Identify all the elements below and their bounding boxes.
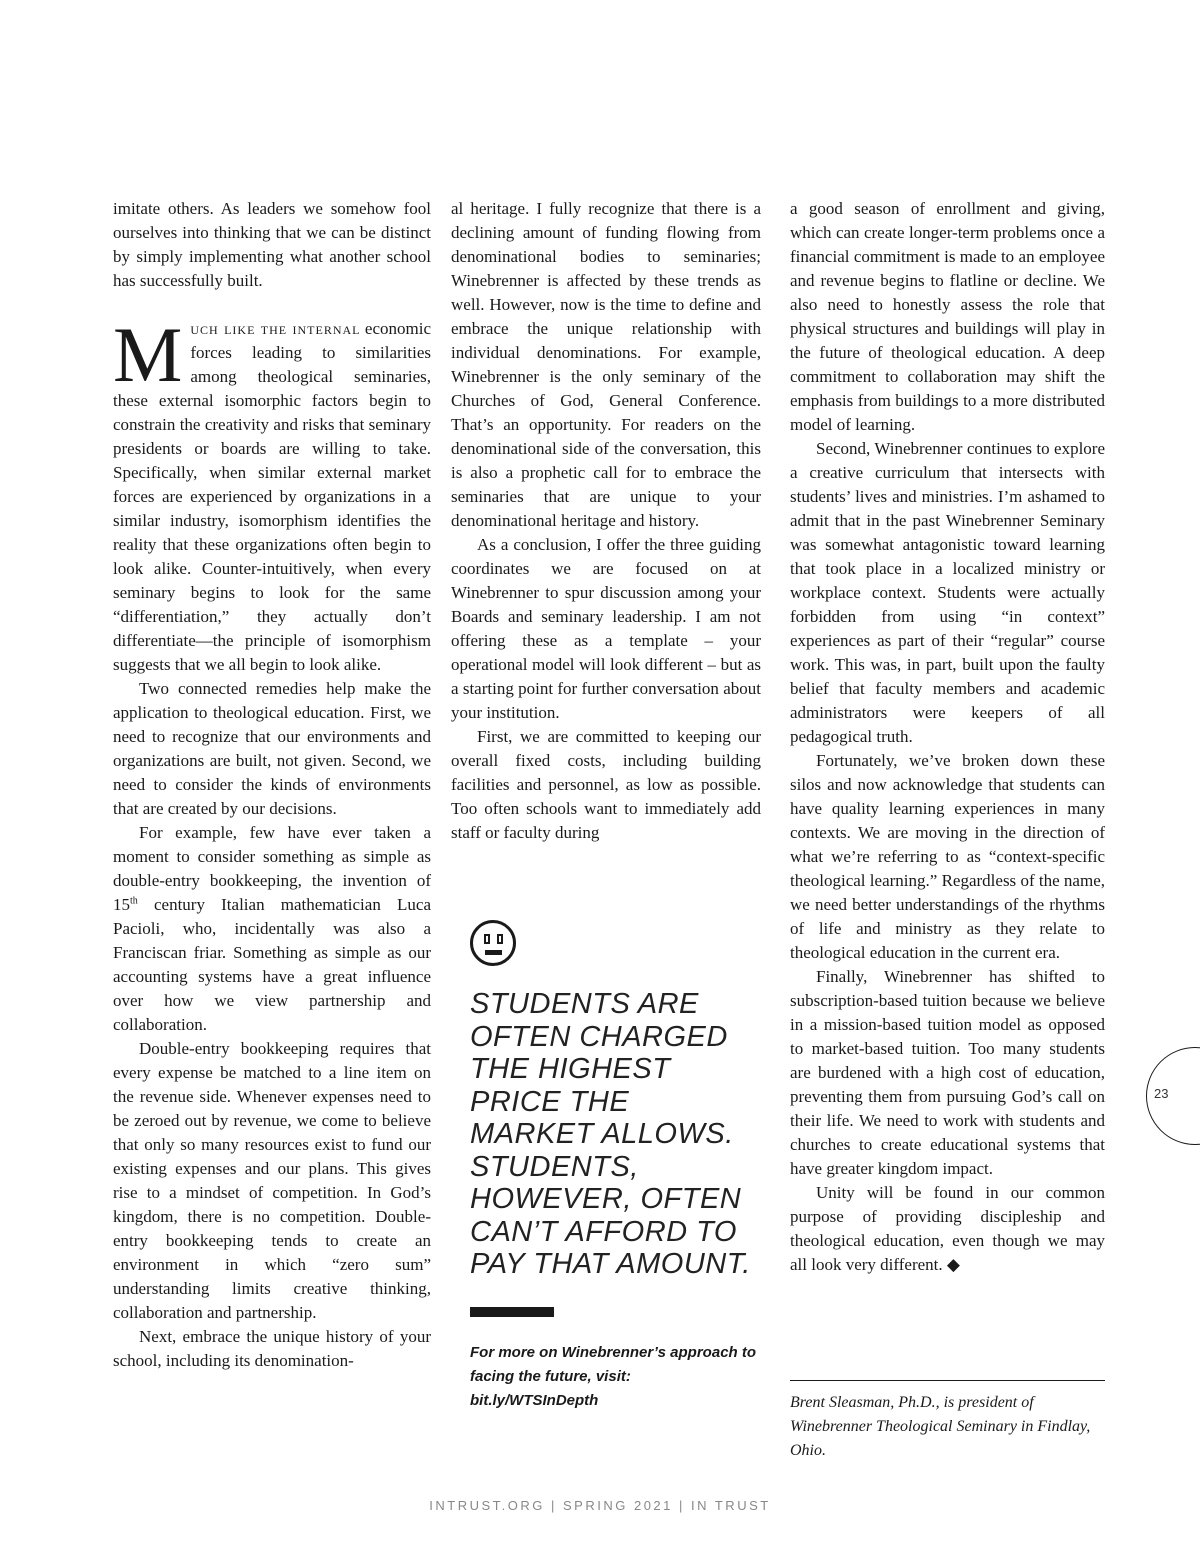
paragraph [113, 821, 431, 1037]
paragraph-text: century Italian mathematician Luca Pacioli, who, incidentally was also a Franciscan friar. Something as simple as our accounting systems have a great influence over how we view partnership and collaboration. [113, 895, 431, 1034]
lead-in: uch like the internal [190, 319, 361, 338]
pull-quote-box [470, 920, 760, 1413]
divider-bar [470, 1307, 554, 1317]
column-2 [451, 197, 761, 845]
superscript: th [130, 895, 138, 907]
page-number: 23 [1154, 1086, 1169, 1101]
paragraph: a good season of enrollment and giving, which can create longer-term problems once a financial commitment is made to an employee and revenue begins to flatline or decline. We also need to honestly assess the role that physical structures and buildings will play in the future of theological education. A deep commitment to collaboration may shift the emphasis from buildings to a more distributed model of learning. [790, 199, 1105, 434]
paragraph: Fortunately, we’ve broken down these silos and now acknowledge that students can have quality learning experiences in many contexts. We are moving in the direction of what we’re referring to as “context-specific theological learning.” Regardless of the name, we need better understandings of the rhythms of life and ministry as they relate to theological education in the current era. [790, 751, 1105, 962]
column-3 [790, 197, 1105, 1277]
drop-cap: M [113, 311, 183, 398]
paragraph: al heritage. I fully recognize that there is a declining amount of funding flowing from denominational bodies to seminaries; Winebrenner is affected by these trends as well. However, now is the time to define and embrace the unique relationship with individual denominations. For example, Winebrenner is the only seminary of the Churches of God, General Conference. That’s an opportunity. For readers on the denominational side of the conversation, this is also a prophetic call for to embrace the seminaries that are unique to your denominational heritage and history. [451, 199, 761, 530]
paragraph-dropcap [113, 311, 431, 677]
paragraph-text: economic forces leading to similarities among theological seminaries, these external isomorphic factors begin to constrain the creativity and risks that seminary presidents or boards are willing to take. Specifically, when similar external market forces are experienced by organizations in a similar industry, isomorphism identifies the reality that these organizations often begin to look alike. Counter-intuitively, when every seminary begins to look for the same “differentiation,” they actually don’t differentiate—the principle of isomorphism suggests that we all begin to look alike. [113, 319, 431, 674]
column-1 [113, 197, 431, 1373]
bio-divider [790, 1380, 1105, 1381]
more-info-link[interactable]: For more on Winebrenner’s approach to facing the future, visit: bit.ly/WTSInDepth [470, 1343, 757, 1409]
paragraph: As a conclusion, I offer the three guiding coordinates we are focused on at Winebrenner to spur discussion among your Boards and seminary leadership. I am not offering these as a template – your operational model will look different – but as a starting point for further conversation about your institution. [451, 535, 761, 722]
author-bio: Brent Sleasman, Ph.D., is president of Winebrenner Theological Seminary in Findlay, Ohio. [790, 1394, 1091, 1459]
pull-quote: STUDENTS ARE OFTEN CHARGED THE HIGHEST PRICE THE MARKET ALLOWS. STUDENTS, HOWEVER, OFTEN CAN’T AFFORD TO PAY THAT AMOUNT. [470, 988, 751, 1280]
paragraph-text: For example, few have ever taken a moment to consider something as simple as double-entry bookkeeping, the invention of 15 [113, 823, 431, 914]
paragraph: Two connected remedies help make the application to theological education. First, we need to recognize that our environments and organizations are built, not given. Second, we need to consider the kinds of environments that are created by our decisions. [113, 679, 431, 818]
quote-face-icon [470, 920, 516, 966]
paragraph: Double-entry bookkeeping requires that every expense be matched to a line item on the revenue side. Whenever expenses need to be zeroed out by revenue, we come to believe that only so many resources exist to fund our existing expenses and our plans. This gives rise to a mindset of competition. In God’s kingdom, there is no competition. Double-entry bookkeeping tends to create an environment in which “zero sum” understanding limits creative thinking, collaboration and partnership. [113, 1039, 431, 1322]
paragraph: Next, embrace the unique history of your school, including its denomination- [113, 1327, 431, 1370]
paragraph: Unity will be found in our common purpose of providing discipleship and theological education, even though we may all look very different. ◆ [790, 1183, 1105, 1274]
paragraph: Second, Winebrenner continues to explore a creative curriculum that intersects with students’ lives and ministries. I’m ashamed to admit that in the past Winebrenner Seminary was somewhat antagonistic toward learning that took place in a localized ministry or workplace context. Students were actually forbidden from using “in context” experiences as part of their “regular” course work. This was, in part, built upon the faulty belief that faculty members and academic administrators were keepers of all pedagogical truth. [790, 439, 1105, 746]
paragraph: imitate others. As leaders we somehow fool ourselves into thinking that we can be distinct by simply implementing what another school has successfully built. [113, 199, 431, 290]
page-footer: INTRUST.ORG | SPRING 2021 | IN TRUST [429, 1498, 771, 1513]
paragraph: Finally, Winebrenner has shifted to subscription-based tuition because we believe in a mission-based tuition model as opposed to market-based tuition. Too many students are burdened with a high cost of education, preventing them from pursuing God’s call on their life. We need to work with students and churches to create educational systems that have greater kingdom impact. [790, 967, 1105, 1178]
paragraph: First, we are committed to keeping our overall fixed costs, including building facilities and personnel, as low as possible. Too often schools want to immediately add staff or faculty during [451, 727, 761, 842]
